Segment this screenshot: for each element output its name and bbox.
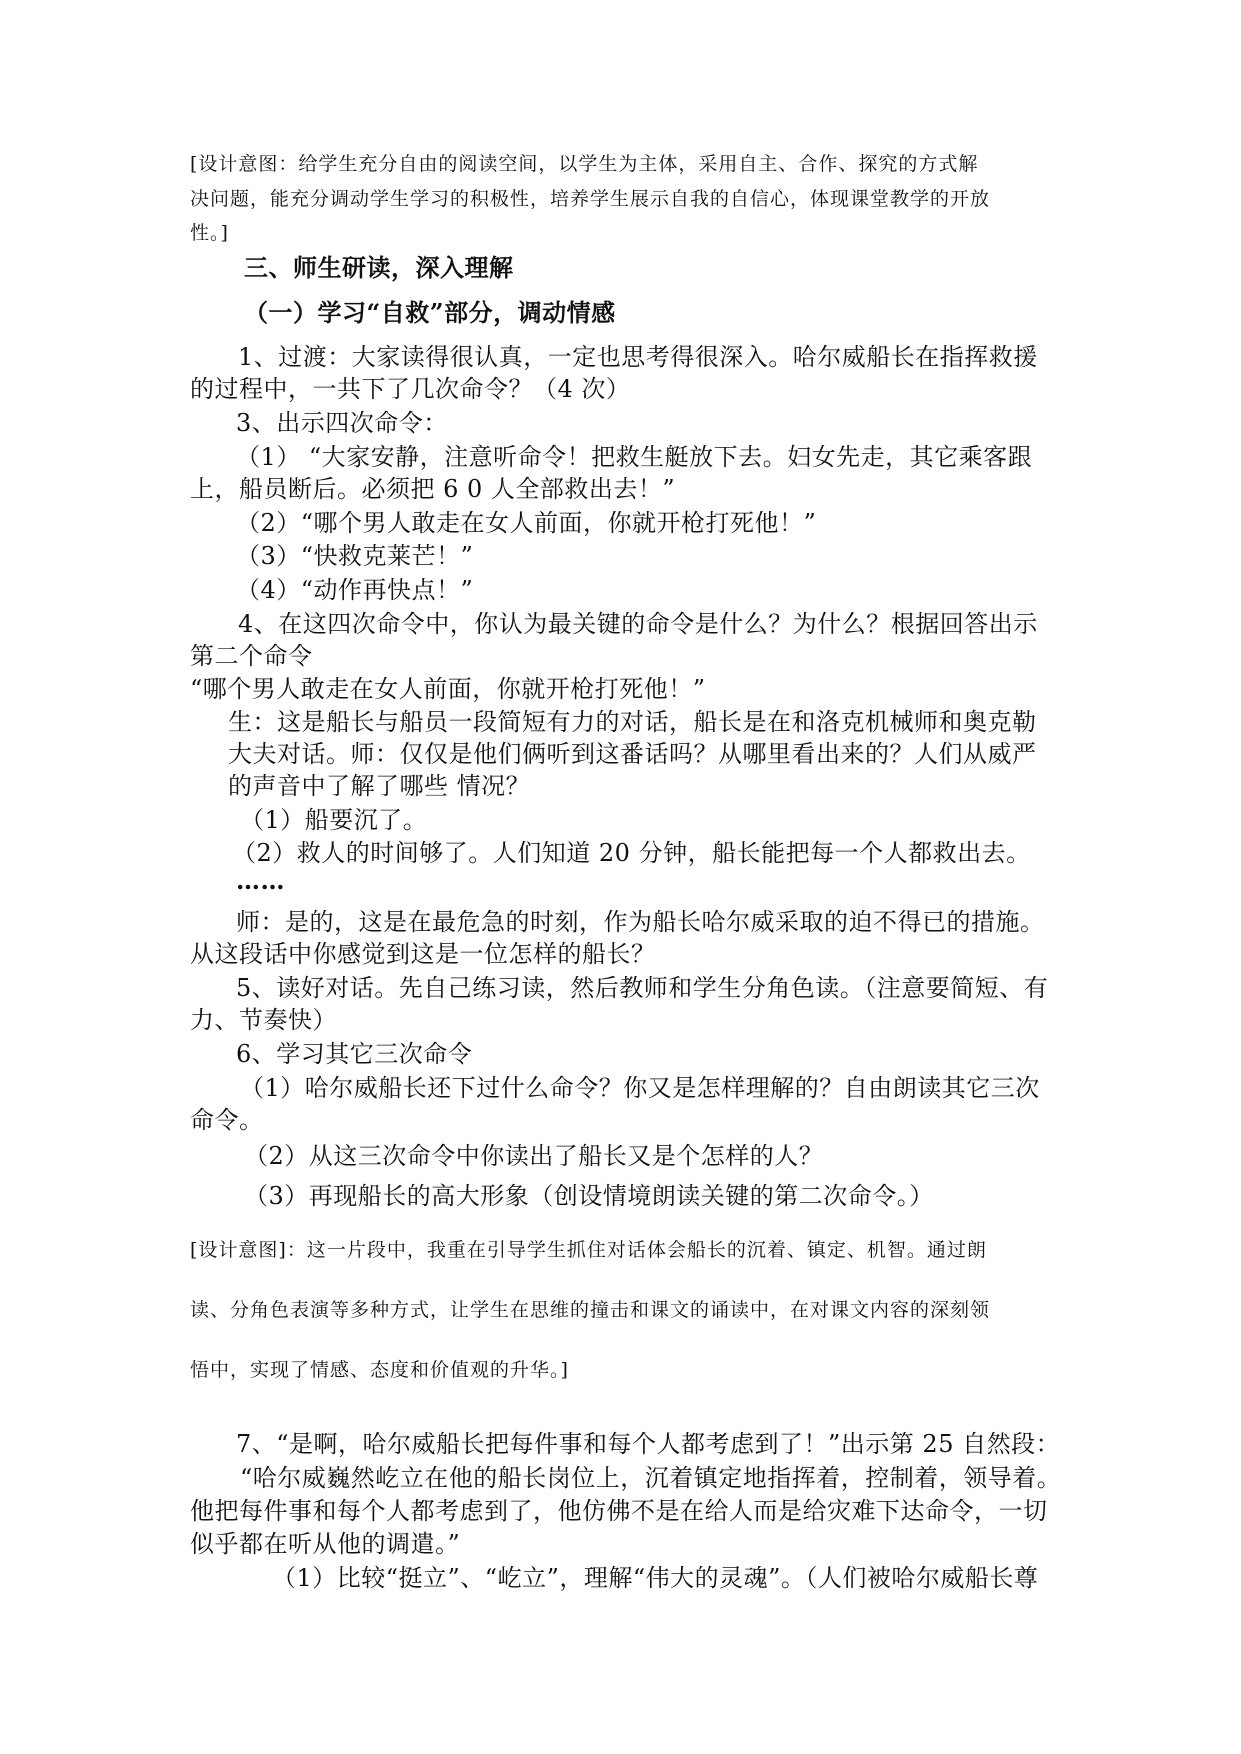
paragraph-25-line: 他把每件事和每个人都考虑到了，他仿佛不是在给人而是给灾难下达命令，一切 <box>190 1497 1048 1525</box>
design-note-line: 读、分角色表演等多种方式，让学生在思维的撞击和课文的诵读中，在对课文内容的深刻领 <box>190 1299 991 1321</box>
section-heading: 三、师生研读，深入理解 <box>244 253 514 282</box>
step-6-1-line: （1）哈尔威船长还下过什么命令？你又是怎样理解的？自由朗读其它三次 <box>240 1074 1040 1102</box>
step-4-line: 第二个命令 <box>190 642 313 670</box>
step-6-3: （3）再现船长的高大形象（创设情境朗读关键的第二次命令。） <box>244 1182 934 1210</box>
command-2: （2）“哪个男人敢走在女人前面，你就开枪打死他！” <box>236 509 817 537</box>
step-4-line: 4、在这四次命令中，你认为最关键的命令是什么？为什么？根据回答出示 <box>238 610 1038 638</box>
quoted-command: “哪个男人敢走在女人前面，你就开枪打死他！” <box>190 675 706 703</box>
step-3: 3、出示四次命令： <box>236 409 448 437</box>
design-note-line: 性。] <box>190 222 229 244</box>
student-answer-line: 的声音中了解了哪些 情况？ <box>228 772 531 800</box>
step-6-2: （2）从这三次命令中你读出了船长又是个怎样的人？ <box>244 1142 824 1170</box>
teacher-remark-line: 师：是的，这是在最危急的时刻，作为船长哈尔威采取的迫不得已的措施。 <box>236 908 1045 936</box>
step-5-line: 力、节奏快） <box>190 1006 337 1034</box>
teacher-remark-line: 从这段话中你感觉到这是一位怎样的船长？ <box>190 940 656 968</box>
ellipsis: …… <box>236 866 285 895</box>
info-item-1: （1）船要沉了。 <box>240 806 428 834</box>
info-item-2: （2）救人的时间够了。人们知道 20 分钟，船长能把每一个人都救出去。 <box>232 839 1031 867</box>
step-1-line: 1、过渡：大家读得很认真，一定也思考得很深入。哈尔威船长在指挥救援 <box>238 343 1038 371</box>
step-7: 7、“是啊，哈尔威船长把每件事和每个人都考虑到了！”出示第 25 自然段： <box>236 1430 1061 1458</box>
design-note-line: [设计意图：给学生充分自由的阅读空间，以学生为主体，采用自主、合作、探究的方式解 <box>190 153 979 175</box>
design-note-line: 悟中，实现了情感、态度和价值观的升华。] <box>190 1359 569 1381</box>
subsection-heading: （一）学习“自救”部分，调动情感 <box>244 298 616 327</box>
step-6: 6、学习其它三次命令 <box>236 1040 473 1068</box>
step-1-line: 的过程中，一共下了几次命令？（4 次） <box>190 375 631 403</box>
command-1-line: 上，船员断后。必须把 6 0 人全部救出去！” <box>190 475 676 503</box>
paragraph-25-line: “哈尔威巍然屹立在他的船长岗位上，沉着镇定地指挥着，控制着，领导着。 <box>240 1464 1062 1492</box>
command-3: （3）“快救克莱芒！” <box>236 542 474 570</box>
paragraph-25-line: 似乎都在听从他的调遣。” <box>190 1530 461 1558</box>
step-7-1: （1）比较“挺立”、“屹立”，理解“伟大的灵魂”。（人们被哈尔威船长尊 <box>272 1564 1039 1592</box>
step-5-line: 5、读好对话。先自己练习读，然后教师和学生分角色读。（注意要简短、有 <box>236 974 1049 1002</box>
command-4: （4）“动作再快点！” <box>236 576 474 604</box>
student-answer-line: 生：这是船长与船员一段简短有力的对话，船长是在和洛克机械师和奥克勒 <box>228 708 1037 736</box>
step-6-1-line: 命令。 <box>190 1106 264 1134</box>
student-answer-line: 大夫对话。师：仅仅是他们俩听到这番话吗？从哪里看出来的？人们从威严 <box>228 740 1037 768</box>
design-note-line: [设计意图]：这一片段中，我重在引导学生抓住对话体会船长的沉着、镇定、机智。通过朗 <box>190 1239 987 1261</box>
command-1-line: （1） “大家安静，注意听命令！把救生艇放下去。妇女先走，其它乘客跟 <box>236 443 1033 471</box>
design-note-line: 决问题，能充分调动学生学习的积极性，培养学生展示自我的自信心，体现课堂教学的开放 <box>190 188 991 210</box>
